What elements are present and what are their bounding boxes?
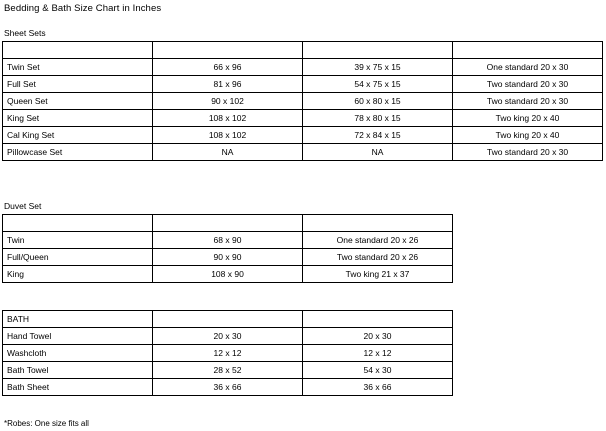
table-row (3, 127, 603, 144)
row-label: Twin (3, 232, 153, 249)
cell-value: Two standard 20 x 30 (453, 76, 603, 93)
row-label: Bath Towel (3, 362, 153, 379)
cell-value: 39 x 75 x 15 (303, 59, 453, 76)
table-header-row (3, 215, 453, 232)
row-label: Pillowcase Set (3, 144, 153, 161)
section-caption-sheet-sets: Sheet Sets (4, 28, 46, 38)
cell-value: 60 x 80 x 15 (303, 93, 453, 110)
cell-value: 20 x 30 (303, 328, 453, 345)
section-caption-duvet-set: Duvet Set (4, 201, 42, 211)
row-label: Queen Set (3, 93, 153, 110)
cell-value: 12 x 12 (303, 345, 453, 362)
cell-value: 36 x 66 (153, 379, 303, 396)
cell-value: 72 x 84 x 15 (303, 127, 453, 144)
cell-value: 108 x 102 (153, 127, 303, 144)
duvet-set-table (2, 214, 453, 283)
cell-value: 108 x 90 (153, 266, 303, 283)
cell-value: 54 x 75 x 15 (303, 76, 453, 93)
table-row (3, 76, 603, 93)
row-label: Cal King Set (3, 127, 153, 144)
cell-value: One standard 20 x 30 (453, 59, 603, 76)
sheet-sets-table (2, 41, 603, 161)
row-label: Washcloth (3, 345, 153, 362)
cell-value: Two king 20 x 40 (453, 110, 603, 127)
cell-value: Two standard 20 x 30 (453, 144, 603, 161)
cell-value: 36 x 66 (303, 379, 453, 396)
cell-value: 54 x 30 (303, 362, 453, 379)
table-row (3, 328, 453, 345)
cell-value: 108 x 102 (153, 110, 303, 127)
header-cell-duvet-cover: Duvet Cover (153, 215, 303, 232)
cell-value: Two king 21 x 37 (303, 266, 453, 283)
header-cell-flat-sheet: Flat Sheet (153, 42, 303, 59)
page-title: Bedding & Bath Size Chart in Inches (4, 3, 162, 14)
table-row (3, 110, 603, 127)
row-label: Hand Towel (3, 328, 153, 345)
cell-value: 28 x 52 (153, 362, 303, 379)
table-row (3, 144, 603, 161)
table-row (3, 266, 453, 283)
row-label: Full Set (3, 76, 153, 93)
cell-value: 81 x 96 (153, 76, 303, 93)
cell-value: NA (153, 144, 303, 161)
header-cell-bath: BATH (3, 311, 153, 328)
table-row (3, 379, 453, 396)
row-label: Full/Queen (3, 249, 153, 266)
cell-value: 12 x 12 (153, 345, 303, 362)
header-cell-blank (3, 42, 153, 59)
cell-value: 68 x 90 (153, 232, 303, 249)
footnote: *Robes: One size fits all (4, 419, 89, 428)
table-row (3, 249, 453, 266)
cell-value: One standard 20 x 26 (303, 232, 453, 249)
row-label: Twin Set (3, 59, 153, 76)
row-label: King Set (3, 110, 153, 127)
cell-value: 20 x 30 (153, 328, 303, 345)
table-row (3, 345, 453, 362)
cell-value: 90 x 102 (153, 93, 303, 110)
table-header-row (3, 311, 453, 328)
table-row (3, 59, 603, 76)
cell-value: NA (303, 144, 453, 161)
cell-value: Two king 20 x 40 (453, 127, 603, 144)
header-cell-fitted-sheet: Fitted Sheet (303, 42, 453, 59)
header-cell-pillowcases: Pillowcases (453, 42, 603, 59)
header-cell-zero-twist-collection: Zero Twist Collection (303, 311, 453, 328)
bath-table (2, 310, 453, 396)
cell-value: 66 x 96 (153, 59, 303, 76)
cell-value: 90 x 90 (153, 249, 303, 266)
cell-value: 78 x 80 x 15 (303, 110, 453, 127)
header-cell-luxury-hotel-collection: Luxury Hotel Collection (153, 311, 303, 328)
row-label: King (3, 266, 153, 283)
cell-value: Two standard 20 x 26 (303, 249, 453, 266)
header-cell-blank (3, 215, 153, 232)
cell-value: Two standard 20 x 30 (453, 93, 603, 110)
table-header-row (3, 42, 603, 59)
table-row (3, 362, 453, 379)
header-cell-shams: Shams (303, 215, 453, 232)
row-label: Bath Sheet (3, 379, 153, 396)
table-row (3, 93, 603, 110)
table-row (3, 232, 453, 249)
